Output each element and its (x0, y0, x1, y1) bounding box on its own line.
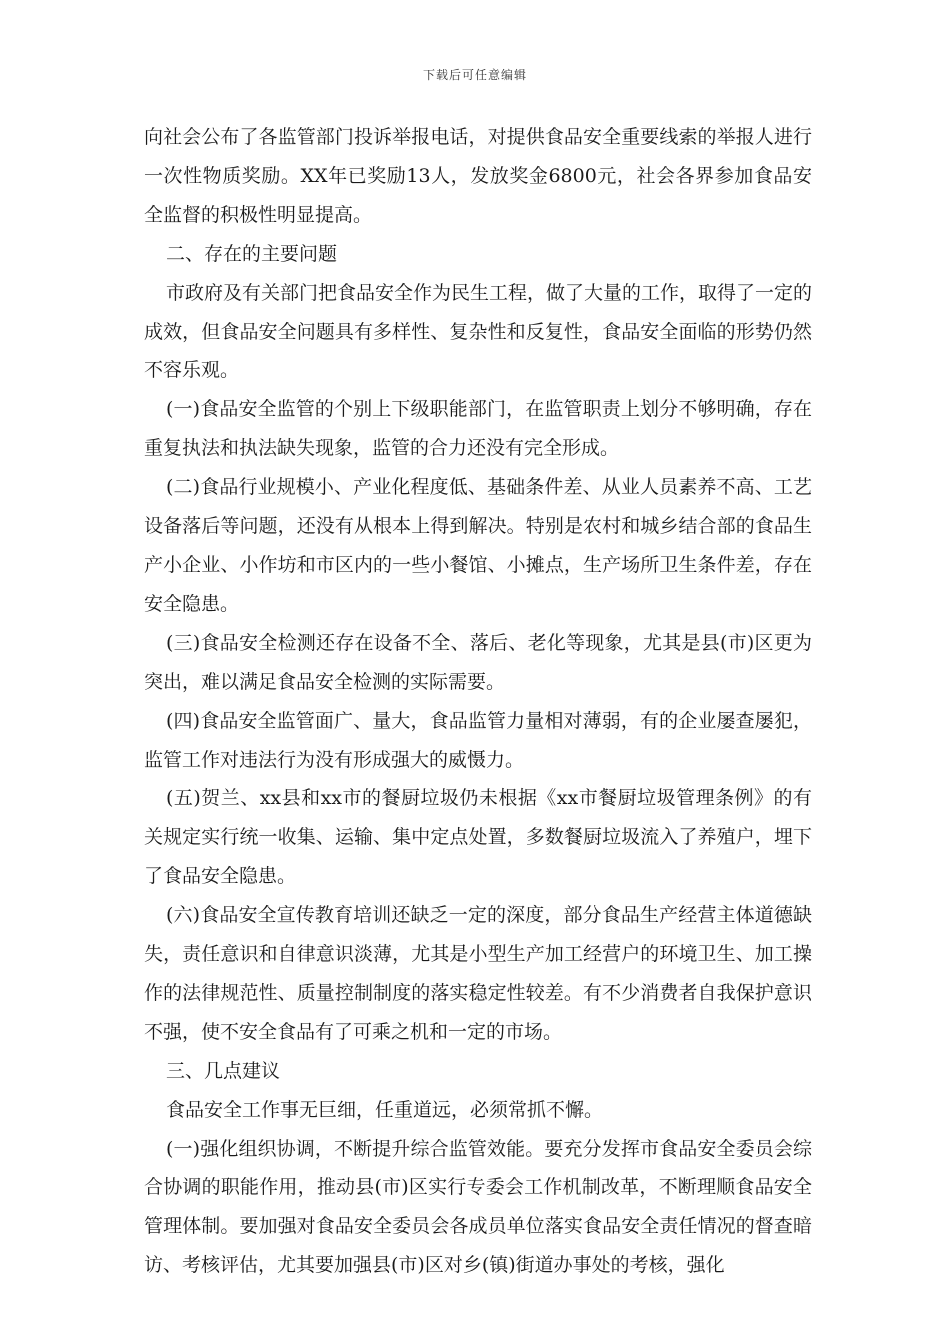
paragraph: (一)食品安全监管的个别上下级职能部门，在监管职责上划分不够明确，存在重复执法和执法缺失现象，监管的合力还没有完全形成。 (144, 398, 812, 460)
page-header: 下载后可任意编辑 (422, 68, 527, 82)
paragraph: (五)贺兰、xx县和xx市的餐厨垃圾仍未根据《xx市餐厨垃圾管理条例》的有关规定实行统一收集、运输、集中定点处置，多数餐厨垃圾流入了养殖户，埋下了食品安全隐患。 (144, 787, 812, 888)
paragraph: 市政府及有关部门把食品安全作为民生工程，做了大量的工作，取得了一定的成效，但食品安全问题具有多样性、复杂性和反复性，食品安全面临的形势仍然不容乐观。 (144, 281, 813, 382)
paragraph: (三)食品安全检测还存在设备不全、落后、老化等现象，尤其是县(市)区更为突出，难以满足食品安全检测的实际需要。 (144, 631, 812, 693)
paragraph: (四)食品安全监管面广、量大，食品监管力量相对薄弱，有的企业屡查屡犯，监管工作对违法行为没有形成强大的威慑力。 (144, 709, 812, 771)
paragraph: (二)食品行业规模小、产业化程度低、基础条件差、从业人员素养不高、工艺设备落后等问题，还没有从根本上得到解决。特别是农村和城乡结合部的食品生产小企业、小作坊和市区内的一些小餐馆、小摊点，生产场所卫生条件差，存在安全隐患。 (144, 476, 812, 615)
section-heading: 三、几点建议 (166, 1059, 281, 1082)
section-heading: 二、存在的主要问题 (166, 242, 338, 265)
paragraph: (一)强化组织协调，不断提升综合监管效能。要充分发挥市食品安全委员会综合协调的职能作用，推动县(市)区实行专委会工作机制改革，不断理顺食品安全管理体制。要加强对食品安全委员会各成员单位落实食品安全责任情况的督查暗访、考核评估，尤其要加强县(市)区对乡(镇)街道办事处的考核，强化 (144, 1137, 812, 1277)
paragraph: 向社会公布了各监管部门投诉举报电话，对提供食品安全重要线索的举报人进行一次性物质奖励。XX年已奖励13人，发放奖金6800元，社会各界参加食品安全监督的积极性明显提高。 (144, 126, 812, 226)
paragraph: 食品安全工作事无巨细，任重道远，必须常抓不懈。 (166, 1098, 604, 1121)
paragraph: (六)食品安全宣传教育培训还缺乏一定的深度，部分食品生产经营主体道德缺失，责任意识和自律意识淡薄，尤其是小型生产加工经营户的环境卫生、加工操作的法律规范性、质量控制制度的落实稳定性较差。有不少消费者自我保护意识不强，使不安全食品有了可乘之机和一定的市场。 (144, 904, 812, 1043)
document-body (144, 118, 812, 1285)
